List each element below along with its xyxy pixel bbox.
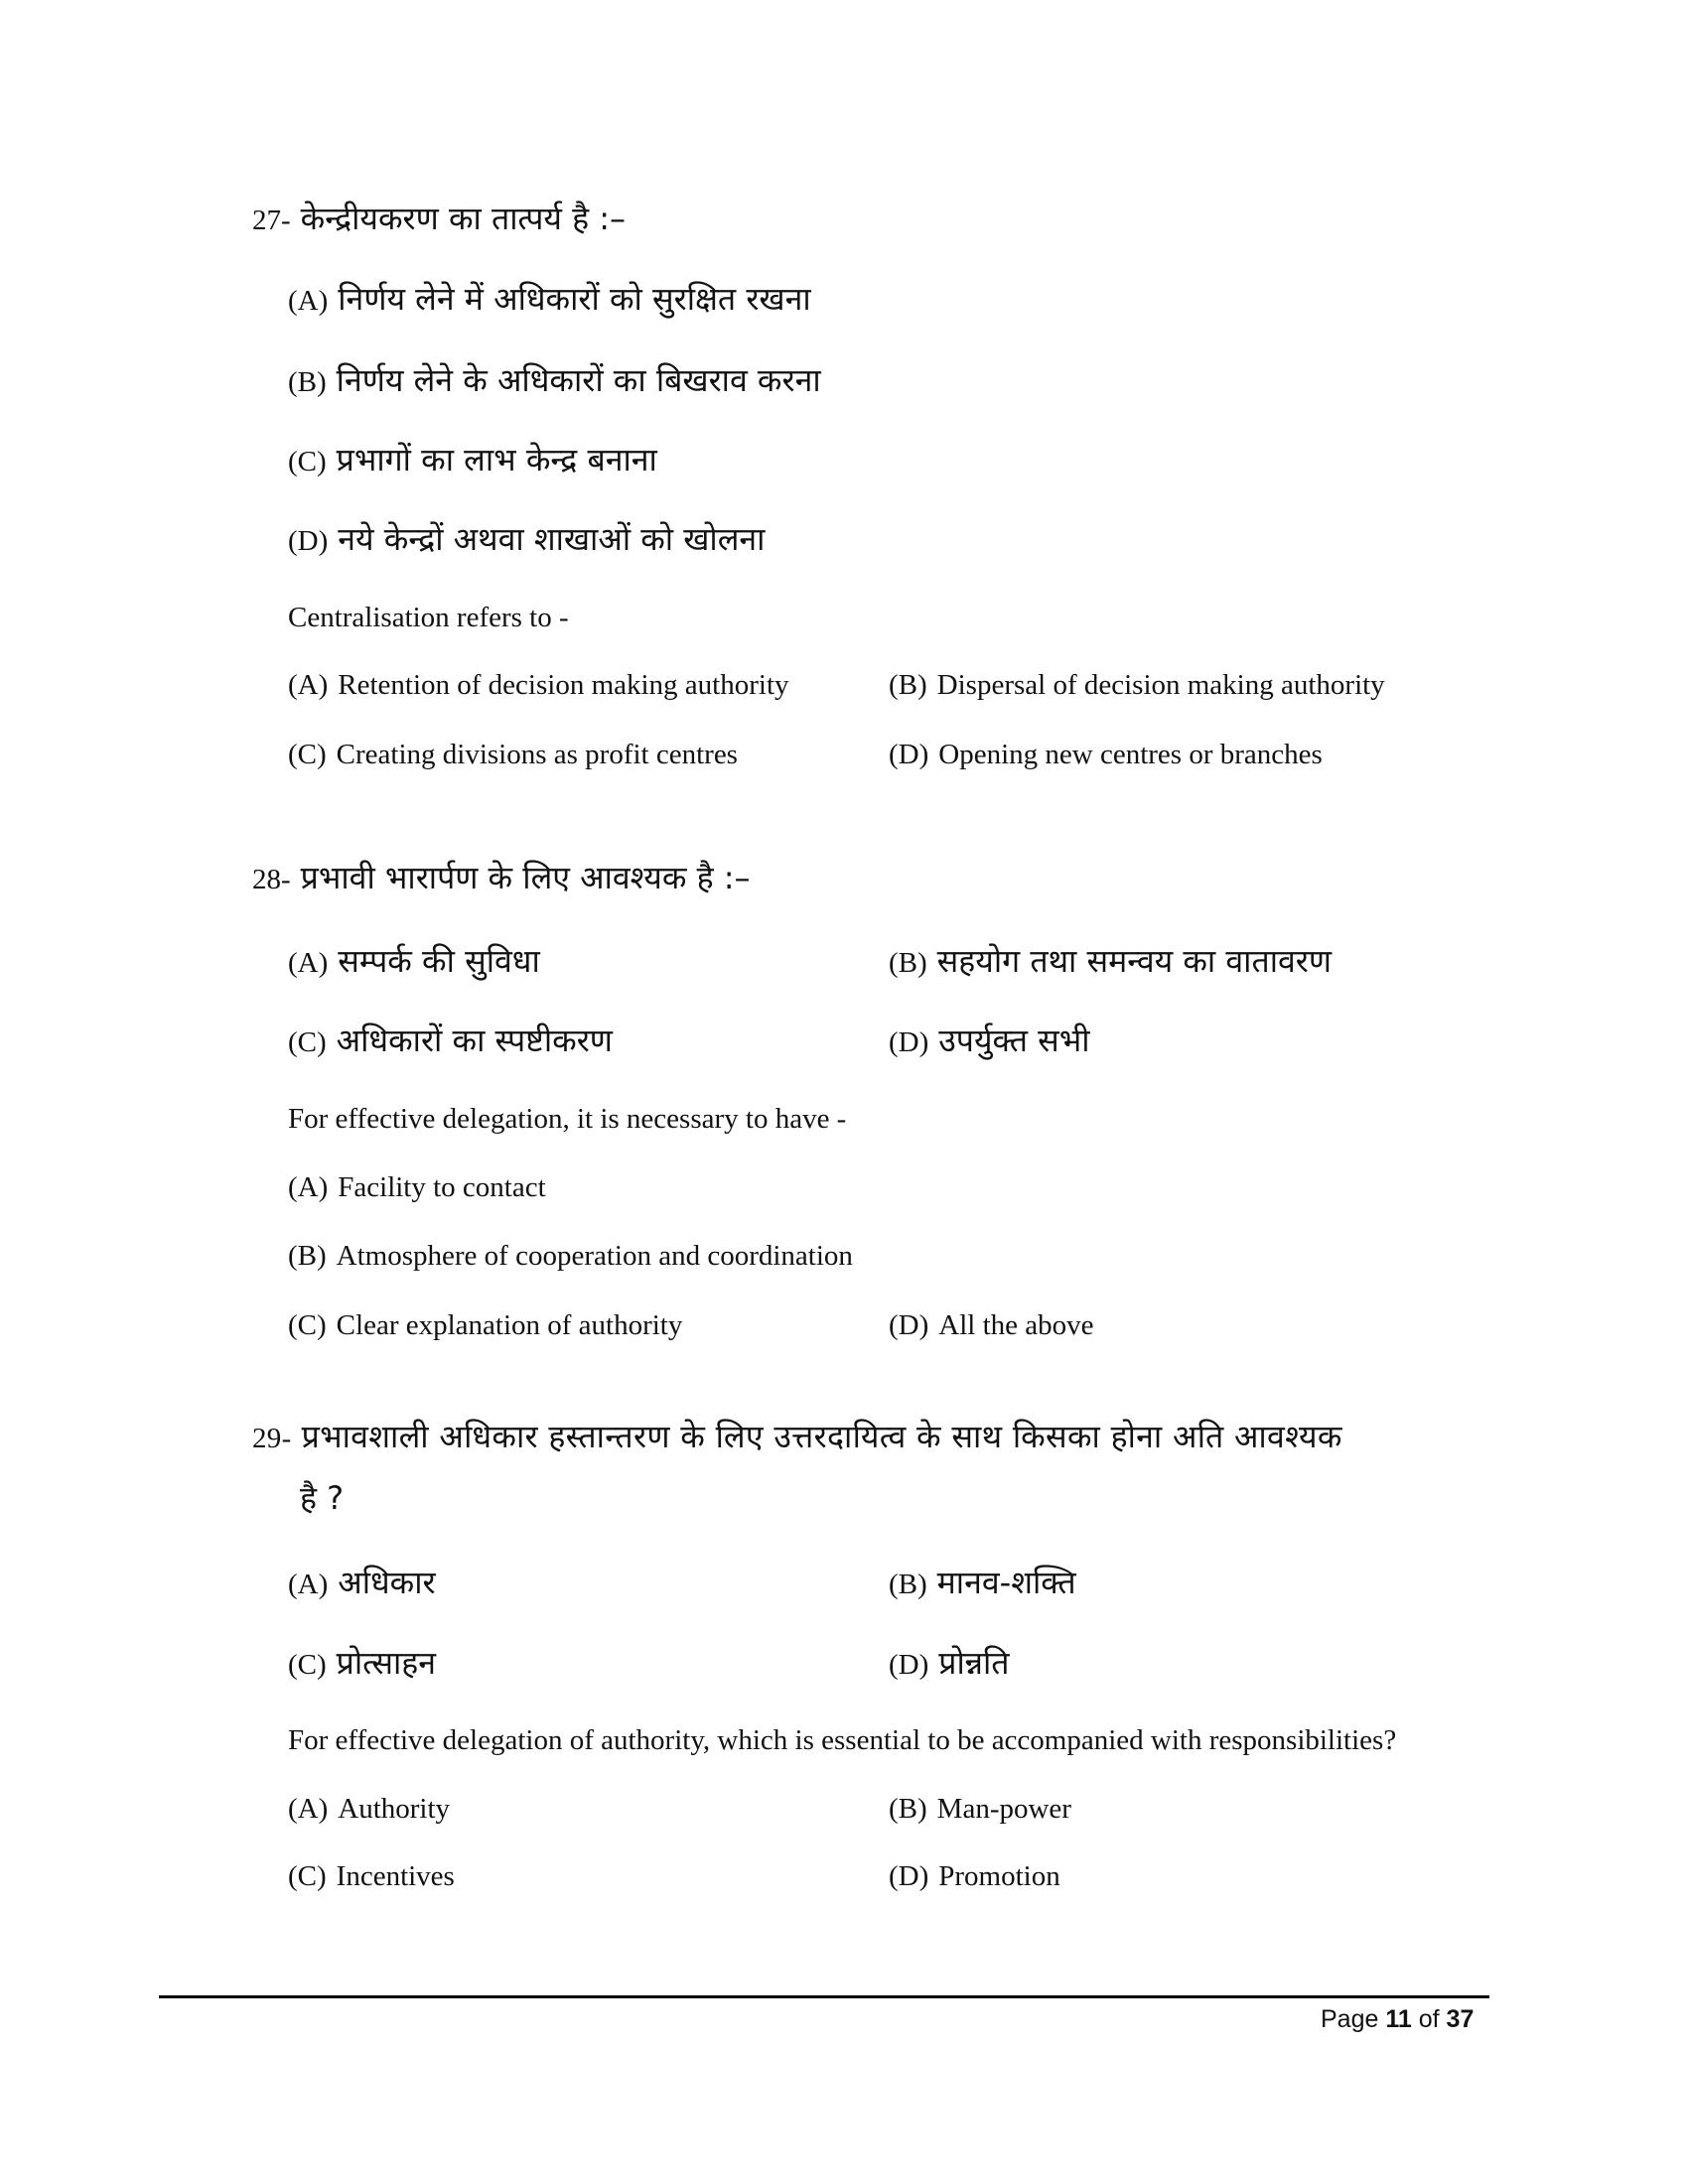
option-label: (A) [288, 1793, 329, 1825]
question-text: केन्द्रीयकरण का तात्पर्य है :– [300, 200, 627, 237]
page-current: 11 [1385, 2005, 1412, 2033]
option-text: Atmosphere of cooperation and coordination [336, 1240, 853, 1272]
page-prefix: Page [1321, 2005, 1379, 2033]
option-label: (B) [889, 1793, 927, 1825]
question-number: 29- [252, 1423, 292, 1454]
option-label: (D) [889, 1649, 929, 1681]
option-label: (A) [288, 669, 329, 701]
option-text: Creating divisions as profit centres [336, 739, 738, 770]
q28-hindi-option-b [889, 942, 1333, 980]
option-label: (B) [889, 947, 927, 979]
option-label: (C) [288, 1026, 327, 1058]
option-label: (A) [288, 285, 329, 317]
option-label: (C) [288, 1860, 327, 1892]
q27-english-option-b [889, 671, 1385, 700]
q28-hindi-option-d [889, 1024, 1090, 1057]
option-text: उपर्युक्त सभी [938, 1022, 1090, 1059]
option-text: प्रोत्साहन [336, 1644, 436, 1682]
option-text: Facility to contact [338, 1171, 546, 1203]
option-text: Opening new centres or branches [938, 739, 1323, 770]
option-label: (D) [288, 525, 329, 557]
q28-hindi-option-c [288, 1024, 613, 1057]
q28-hindi-option-a [288, 942, 540, 980]
q27-hindi-option-c [288, 441, 657, 478]
option-label: (D) [889, 1309, 929, 1341]
q27-hindi-option-b [288, 361, 821, 399]
option-label: (C) [288, 1309, 327, 1341]
option-text: Authority [338, 1793, 451, 1825]
option-label: (B) [288, 366, 327, 398]
question-29-hindi [252, 1418, 1342, 1455]
option-text: All the above [938, 1309, 1094, 1341]
option-text: प्रभागों का लाभ केन्द्र बनाना [336, 441, 657, 478]
option-text: प्रोन्नति [938, 1644, 1010, 1682]
q29-english-option-c [288, 1862, 455, 1891]
option-text: अधिकार [338, 1564, 436, 1601]
q27-english-option-d [889, 741, 1323, 769]
option-label: (A) [288, 1171, 329, 1203]
option-label: (C) [288, 1649, 327, 1681]
option-label: (C) [288, 739, 327, 770]
q28-english-option-c [288, 1311, 682, 1340]
footer-divider [159, 1995, 1489, 1998]
option-label: (A) [288, 1569, 329, 1600]
option-label: (B) [889, 1569, 927, 1600]
q27-hindi-option-a [288, 280, 811, 318]
q27-english-option-a [288, 671, 789, 700]
option-text: Dispersal of decision making authority [936, 669, 1385, 701]
q29-hindi-option-d [889, 1644, 1010, 1682]
option-label: (D) [889, 1026, 929, 1058]
q29-hindi-option-b [889, 1564, 1076, 1601]
question-28-hindi [252, 859, 751, 896]
q27-english-question: Centralisation refers to - [288, 602, 569, 633]
q29-english-option-b [889, 1795, 1071, 1824]
question-text: प्रभावशाली अधिकार हस्तान्तरण के लिए उत्तरदायित्व के साथ किसका होना अति आवश्यक [301, 1418, 1342, 1455]
option-text: Promotion [938, 1860, 1060, 1892]
q29-english-option-d [889, 1862, 1060, 1891]
q29-english-question: For effective delegation of authority, which is essential to be accompanied with responsibilities? [288, 1724, 1397, 1756]
question-number: 28- [252, 864, 291, 895]
option-label: (D) [889, 1860, 929, 1892]
page-of: of [1418, 2005, 1440, 2033]
question-29-hindi-continued: है ? [300, 1479, 345, 1517]
option-text: Retention of decision making authority [338, 669, 789, 701]
option-text: निर्णय लेने के अधिकारों का बिखराव करना [336, 361, 821, 399]
page-number [1321, 2005, 1474, 2034]
option-text: सम्पर्क की सुविधा [338, 942, 540, 980]
q27-hindi-option-d [288, 520, 766, 558]
q28-english-option-a [288, 1173, 546, 1202]
option-text: निर्णय लेने में अधिकारों को सुरक्षित रखना [338, 280, 811, 318]
question-number: 27- [252, 205, 291, 236]
q28-english-option-b [288, 1242, 853, 1271]
option-label: (B) [889, 669, 927, 701]
q29-english-option-a [288, 1795, 450, 1824]
option-label: (C) [288, 446, 327, 478]
q29-hindi-option-c [288, 1644, 436, 1682]
option-text: Man-power [936, 1793, 1071, 1825]
option-label: (D) [889, 739, 929, 770]
option-text: सहयोग तथा समन्वय का वातावरण [936, 942, 1333, 980]
question-27-hindi [252, 200, 627, 237]
page-total: 37 [1446, 2005, 1475, 2033]
q27-english-option-c [288, 741, 738, 769]
option-text: मानव-शक्ति [936, 1564, 1076, 1601]
option-label: (B) [288, 1240, 327, 1272]
q29-hindi-option-a [288, 1564, 436, 1601]
option-text: नये केन्द्रों अथवा शाखाओं को खोलना [338, 520, 766, 558]
option-text: अधिकारों का स्पष्टीकरण [336, 1022, 613, 1059]
option-label: (A) [288, 947, 329, 979]
q28-english-option-d [889, 1311, 1094, 1340]
q28-english-question: For effective delegation, it is necessary to have - [288, 1103, 847, 1135]
question-text: प्रभावी भारार्पण के लिए आवश्यक है :– [300, 859, 751, 896]
option-text: Clear explanation of authority [336, 1309, 683, 1341]
option-text: Incentives [336, 1860, 455, 1892]
